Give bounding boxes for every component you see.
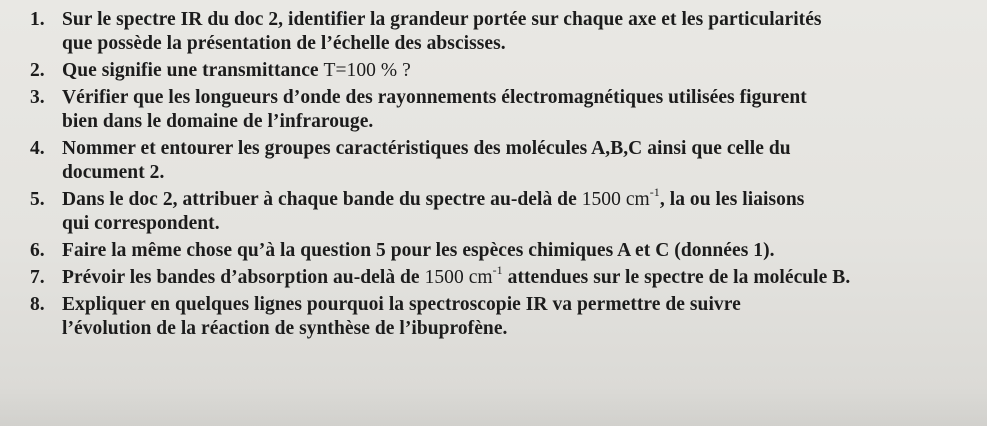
question-text-line: Nommer et entourer les groupes caractéristiques des molécules A,B,C ainsi que celle du <box>62 138 791 159</box>
question-text-line: Sur le spectre IR du doc 2, identifier la grandeur portée sur chaque axe et les particularités <box>62 9 822 30</box>
question-5 <box>30 184 975 236</box>
wavenumber-exponent: -1 <box>492 262 503 277</box>
question-number: 8. <box>30 294 45 315</box>
question-1 <box>30 8 975 56</box>
question-4 <box>30 137 975 185</box>
question-text-line: qui correspondent. <box>62 213 220 234</box>
wavenumber-value: 1500 cm <box>581 189 650 210</box>
question-text: Prévoir les bandes d’absorption au-delà de <box>62 267 425 288</box>
question-6 <box>30 239 975 263</box>
question-text: Que signifie une transmittance <box>62 60 324 81</box>
question-number: 2. <box>30 60 45 81</box>
question-text-line: que possède la présentation de l’échelle des abscisses. <box>62 33 506 54</box>
wavenumber-value: 1500 cm <box>424 267 493 288</box>
question-text: attendues sur le spectre de la molécule B. <box>502 267 851 288</box>
question-number: 3. <box>30 87 45 108</box>
question-7 <box>30 262 975 290</box>
question-number: 7. <box>30 267 45 288</box>
question-text: , la ou les liaisons <box>659 189 805 210</box>
question-text-line <box>62 184 975 212</box>
question-text-line <box>62 59 975 83</box>
question-text-line: Vérifier que les longueurs d’onde des rayonnements électromagnétiques utilisées figurent <box>62 87 807 108</box>
paper-shadow <box>0 386 987 426</box>
transmittance-value: T=100 % ? <box>323 60 411 81</box>
question-text-line: Faire la même chose qu’à la question 5 pour les espèces chimiques A et C (données 1). <box>62 240 775 261</box>
question-2 <box>30 59 975 83</box>
question-3 <box>30 86 975 134</box>
question-text-line: bien dans le domaine de l’infrarouge. <box>62 111 374 132</box>
question-8 <box>30 293 975 341</box>
question-number: 1. <box>30 9 45 30</box>
question-text-line: Expliquer en quelques lignes pourquoi la spectroscopie IR va permettre de suivre <box>62 294 741 315</box>
question-number: 4. <box>30 138 45 159</box>
wavenumber-exponent: -1 <box>649 184 660 199</box>
question-text: Dans le doc 2, attribuer à chaque bande du spectre au-delà de <box>62 189 582 210</box>
question-text-line <box>62 262 975 290</box>
question-text-line: l’évolution de la réaction de synthèse de l’ibuprofène. <box>62 318 508 339</box>
question-list <box>30 8 975 344</box>
question-number: 6. <box>30 240 45 261</box>
question-text-line: document 2. <box>62 162 165 183</box>
question-number: 5. <box>30 189 45 210</box>
